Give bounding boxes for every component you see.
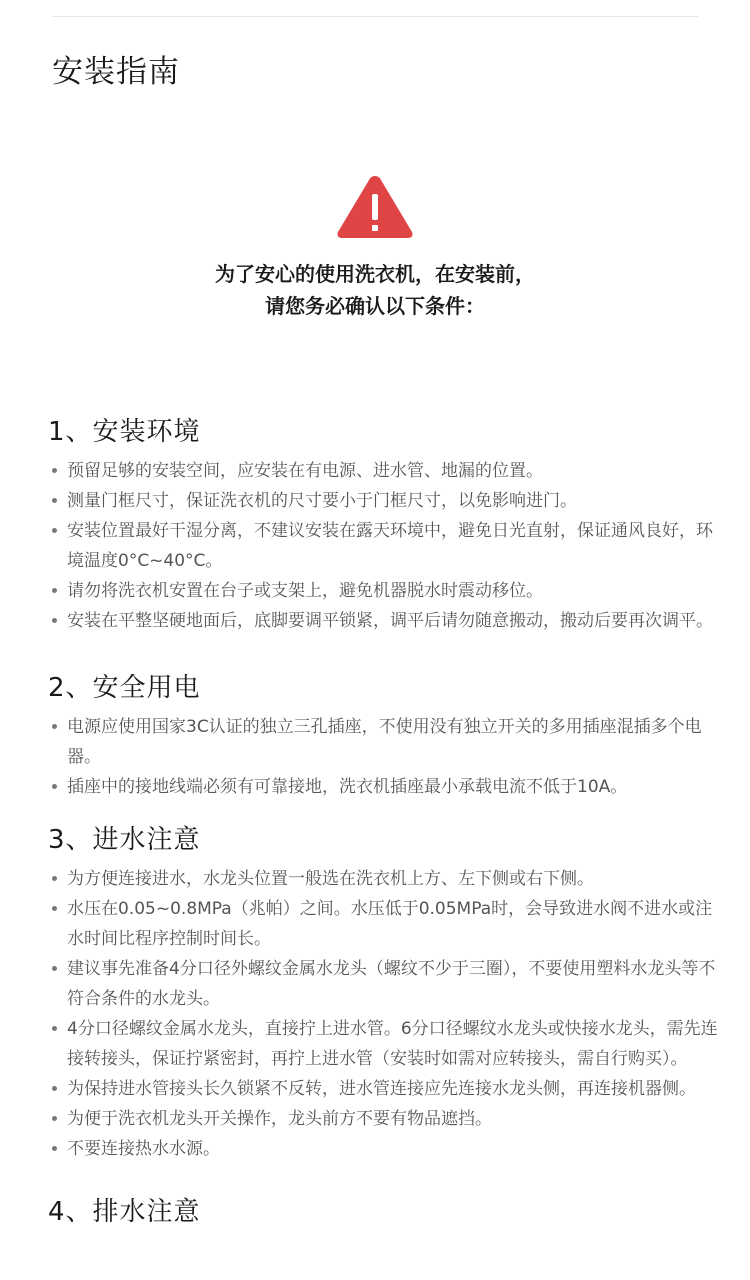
item-list	[48, 456, 720, 636]
bullet-dot	[52, 528, 57, 533]
section-title: 1、安装环境	[48, 417, 201, 447]
list-item	[48, 576, 720, 606]
item-text: 为方便连接进水，水龙头位置一般选在洗衣机上方、左下侧或右下侧。	[67, 869, 594, 889]
item-text: 预留足够的安装空间，应安装在有电源、进水管、地漏的位置。	[67, 461, 543, 481]
section-spacer	[48, 636, 720, 664]
notice-line-2: 请您务必确认以下条件：	[265, 294, 485, 318]
list-item	[48, 1134, 720, 1164]
item-text: 为保持进水管接头长久锁紧不反转，进水管连接应先连接水龙头侧，再连接机器侧。	[67, 1079, 696, 1099]
bullet-dot	[52, 1146, 57, 1151]
bullet-dot	[52, 468, 57, 473]
page-title: 安装指南	[52, 54, 180, 90]
bullet-dot	[52, 498, 57, 503]
list-item	[48, 712, 720, 772]
item-text: 水压在0.05~0.8MPa（兆帕）之间。水压低于0.05MPa时，会导致进水阀不进水或注水时间比程序控制时间长。	[67, 899, 713, 949]
item-text: 电源应使用国家3C认证的独立三孔插座，不使用没有独立开关的多用插座混插多个电器。	[67, 717, 702, 767]
item-text: 建议事先准备4分口径外螺纹金属水龙头（螺纹不少于三圈），不要使用塑料水龙头等不符合条件的水龙头。	[67, 959, 716, 1009]
section-drainage	[48, 1188, 720, 1236]
list-item	[48, 516, 720, 576]
section-title: 3、进水注意	[48, 825, 201, 855]
section-water-inlet	[48, 816, 720, 1164]
bullet-dot	[52, 588, 57, 593]
item-text: 测量门框尺寸，保证洗衣机的尺寸要小于门框尺寸，以免影响进门。	[67, 491, 577, 511]
bullet-dot	[52, 966, 57, 971]
bullet-dot	[52, 784, 57, 789]
section-title: 2、安全用电	[48, 673, 201, 703]
item-text: 安装位置最好干湿分离，不建议安装在露天环境中，避免日光直射，保证通风良好，环境温度0°C~40°C。	[67, 521, 713, 571]
section-title: 4、排水注意	[48, 1197, 201, 1227]
list-item	[48, 606, 720, 636]
list-item	[48, 1104, 720, 1134]
bullet-dot	[52, 876, 57, 881]
section-spacer	[48, 802, 720, 816]
list-item	[48, 486, 720, 516]
notice-line-1: 为了安心的使用洗衣机，在安装前，	[215, 262, 535, 286]
install-notice	[0, 258, 750, 322]
item-text: 插座中的接地线端必须有可靠接地，洗衣机插座最小承载电流不低于10A。	[67, 777, 628, 797]
list-item	[48, 456, 720, 486]
bullet-dot	[52, 1116, 57, 1121]
list-item	[48, 894, 720, 954]
section-electrical-safety	[48, 664, 720, 802]
bullet-dot	[52, 724, 57, 729]
bullet-dot	[52, 618, 57, 623]
item-text: 安装在平整坚硬地面后，底脚要调平锁紧，调平后请勿随意搬动，搬动后要再次调平。	[67, 611, 713, 631]
list-item	[48, 954, 720, 1014]
bullet-dot	[52, 906, 57, 911]
section-install-environment	[48, 408, 720, 636]
section-spacer	[48, 1164, 720, 1188]
item-text: 请勿将洗衣机安置在台子或支架上，避免机器脱水时震动移位。	[67, 581, 543, 601]
list-item	[48, 864, 720, 894]
item-text: 4分口径螺纹金属水龙头，直接拧上进水管。6分口径螺纹水龙头或快接水龙头，需先连接转接头，保证拧紧密封，再拧上进水管（安装时如需对应转接头，需自行购买）。	[67, 1019, 718, 1069]
warning-icon	[335, 172, 415, 242]
list-item	[48, 1074, 720, 1104]
top-divider	[52, 16, 698, 17]
guide-content	[48, 408, 720, 1236]
bullet-dot	[52, 1086, 57, 1091]
item-list	[48, 864, 720, 1164]
list-item	[48, 1014, 720, 1074]
item-text: 不要连接热水水源。	[67, 1139, 220, 1159]
item-text: 为便于洗衣机龙头开关操作，龙头前方不要有物品遮挡。	[67, 1109, 492, 1129]
bullet-dot	[52, 1026, 57, 1031]
list-item	[48, 772, 720, 802]
item-list	[48, 712, 720, 802]
